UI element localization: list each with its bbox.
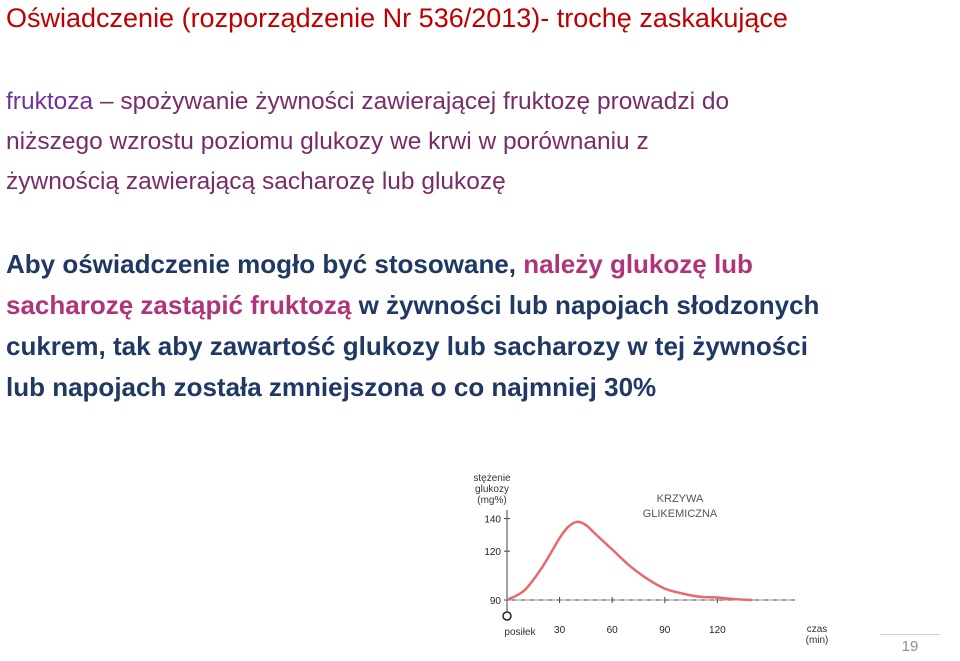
condition-line-2 — [6, 285, 954, 326]
statement-line-1 — [6, 82, 954, 122]
condition-highlight-2: sacharozę zastąpić fruktozą — [6, 290, 352, 320]
y-axis-label-2: glukozy — [475, 484, 509, 495]
chart-title-2: GLIKEMICZNA — [642, 508, 718, 520]
condition-statement — [6, 244, 954, 408]
meal-marker — [503, 612, 511, 620]
condition-highlight-1: należy glukozę lub — [523, 249, 753, 279]
condition-line-2-b: w żywności lub napojach słodzonych — [351, 290, 820, 320]
fructose-statement — [6, 82, 954, 202]
glycemic-curve-chart — [450, 466, 850, 656]
slide-title: Oświadczenie (rozporządzenie Nr 536/2013)- trochę zaskakujące — [6, 3, 788, 33]
x-tick-label-30: 30 — [554, 625, 566, 636]
fructose-term: fruktoza — [6, 88, 94, 115]
x-tick-label-60: 60 — [606, 625, 618, 636]
y-tick-label-140: 140 — [484, 514, 501, 526]
x-axis-label-1: czas — [806, 624, 828, 635]
condition-line-1 — [6, 244, 954, 285]
glycemic-chart-svg — [450, 466, 850, 656]
condition-line-4: lub napojach została zmniejszona o co najmniej 30% — [6, 372, 657, 402]
x-tick-label-90: 90 — [659, 625, 671, 636]
condition-line-1-a: Aby oświadczenie mogło być stosowane, — [6, 249, 524, 279]
y-axis-label-1: stężenie — [473, 473, 511, 484]
y-tick-label-90: 90 — [489, 596, 501, 607]
statement-line-2: niższego wzrostu poziomu glukozy we krwi w porównaniu z — [6, 128, 649, 155]
statement-line-3: żywnością zawierającą sacharozę lub glukozę — [6, 168, 506, 195]
y-axis-label-3: (mg%) — [477, 495, 507, 506]
x-axis-label-2: (min) — [805, 635, 829, 646]
x-origin-label: posiłek — [504, 627, 536, 638]
glucose-curve — [507, 522, 752, 600]
y-tick-label-120: 120 — [484, 547, 501, 559]
chart-title-1: KRZYWA — [656, 493, 704, 505]
page-number: 19 — [880, 634, 940, 659]
statement-line-1-rest: – spożywanie żywności zawierającej fruktozę prowadzi do — [93, 88, 730, 115]
x-tick-label-120: 120 — [709, 625, 726, 636]
condition-line-3: cukrem, tak aby zawartość glukozy lub sacharozy w tej żywności — [6, 331, 808, 361]
